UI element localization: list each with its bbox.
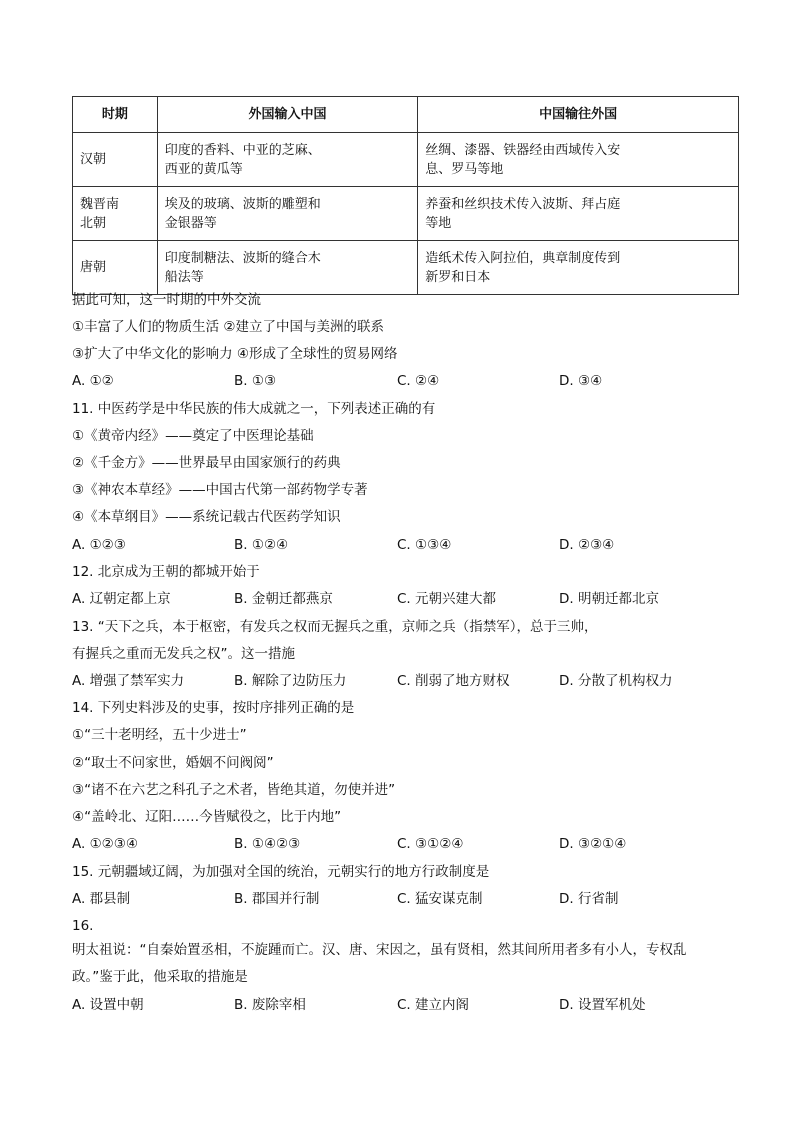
option-b: B. 解除了边防压力 [234, 673, 347, 689]
q14-item: ②“取士不问家世，婚姻不问阀阅” [72, 755, 274, 771]
q14-item: ③“诸不在六艺之科孔子之术者，皆绝其道，勿使并进” [72, 782, 396, 798]
option-c: C. ③①②④ [397, 836, 464, 852]
export-cell [418, 241, 739, 295]
table-row [73, 241, 739, 295]
option-d: D. 分散了机构权力 [559, 673, 673, 689]
import-cell [157, 187, 418, 241]
option-a: A. 设置中朝 [72, 997, 144, 1013]
export-text: 丝绸、漆器、铁器经由西域传入安 [425, 142, 621, 158]
q11-stem: 11. 中医药学是中华民族的伟大成就之一，下列表述正确的有 [72, 401, 436, 417]
option-c: C. 元朝兴建大都 [397, 591, 497, 607]
import-cell [157, 133, 418, 187]
q12-stem: 12. 北京成为王朝的都城开始于 [72, 564, 260, 580]
option-d: D. ②③④ [559, 537, 615, 553]
option-d: D. 明朝迁都北京 [559, 591, 659, 607]
q10-item: ③扩大了中华文化的影响力 ④形成了全球性的贸易网络 [72, 346, 398, 362]
option-c: C. 猛安谋克制 [397, 891, 483, 907]
import-text: 印度制糖法、波斯的缝合木 [164, 250, 321, 266]
export-cell [418, 187, 739, 241]
option-d: D. ③②①④ [559, 836, 627, 852]
option-c: C. ②④ [397, 373, 440, 389]
q13-options [72, 671, 752, 691]
header-import: 外国输入中国 [157, 97, 418, 133]
q16-stem: 政。”鉴于此，他采取的措施是 [72, 969, 248, 985]
option-c: C. 削弱了地方财权 [397, 673, 510, 689]
period-cell [73, 241, 158, 295]
export-text: 造纸术传入阿拉伯，典章制度传到 [425, 250, 621, 266]
option-a: A. ①②③④ [72, 836, 138, 852]
option-a: A. 增强了禁军实力 [72, 673, 185, 689]
q16-number: 16. [72, 918, 94, 934]
header-period: 时期 [73, 97, 158, 133]
q14-options [72, 834, 752, 854]
period-text: 汉朝 [80, 152, 107, 167]
table-row [73, 187, 739, 241]
option-a: A. ①② [72, 373, 114, 389]
import-text: 西亚的黄瓜等 [164, 161, 243, 177]
header-export: 中国输往外国 [418, 97, 739, 133]
q11-item: ①《黄帝内经》——奠定了中医理论基础 [72, 428, 314, 444]
period-text: 唐朝 [80, 260, 107, 275]
option-a: A. 郡县制 [72, 891, 131, 907]
q15-stem: 15. 元朝疆域辽阔，为加强对全国的统治，元朝实行的地方行政制度是 [72, 864, 490, 880]
import-text: 船法等 [164, 269, 204, 285]
option-d: D. ③④ [559, 373, 603, 389]
option-c: C. 建立内阁 [397, 997, 470, 1013]
import-text: 埃及的玻璃、波斯的雕塑和 [164, 196, 321, 212]
q11-item: ④《本草纲目》——系统记载古代医药学知识 [72, 509, 341, 525]
q11-item: ③《神农本草经》——中国古代第一部药物学专著 [72, 482, 368, 498]
q12-options [72, 589, 752, 609]
q11-item: ②《千金方》——世界最早由国家颁行的药典 [72, 455, 341, 471]
export-text: 养蚕和丝织技术传入波斯、拜占庭 [425, 196, 621, 212]
q14-stem: 14. 下列史料涉及的史事，按时序排列正确的是 [72, 700, 355, 716]
option-d: D. 行省制 [559, 891, 619, 907]
q15-options [72, 889, 752, 909]
option-b: B. 金朝迁都燕京 [234, 591, 333, 607]
option-a: A. 辽朝定都上京 [72, 591, 171, 607]
option-b: B. ①③ [234, 373, 277, 389]
import-text: 金银器等 [164, 215, 217, 231]
q10-stem: 据此可知，这一时期的中外交流 [72, 292, 261, 308]
table-row [73, 133, 739, 187]
export-text: 等地 [425, 215, 452, 231]
period-text: 魏晋南 [80, 196, 120, 212]
export-cell [418, 133, 739, 187]
exchange-table [72, 96, 739, 295]
table-header-row [73, 97, 739, 133]
export-text: 息、罗马等地 [425, 161, 504, 177]
option-d: D. 设置军机处 [559, 997, 646, 1013]
q16-stem: 明太祖说：“自秦始置丞相，不旋踵而亡。汉、唐、宋因之，虽有贤相，然其间所用者多有小人，专权乱 [72, 942, 687, 958]
period-cell [73, 187, 158, 241]
q10-item: ①丰富了人们的物质生活 ②建立了中国与美洲的联系 [72, 319, 384, 335]
q16-options [72, 995, 752, 1015]
q13-stem: 有握兵之重而无发兵之权”。这一措施 [72, 646, 295, 662]
option-b: B. 废除宰相 [234, 997, 306, 1013]
q14-item: ①“三十老明经，五十少进士” [72, 727, 247, 743]
q14-item: ④“盖岭北、辽阳……今皆赋役之，比于内地” [72, 809, 342, 825]
option-b: B. ①④②③ [234, 836, 301, 852]
period-text: 北朝 [80, 215, 107, 231]
period-cell [73, 133, 158, 187]
q10-options [72, 371, 752, 391]
export-text: 新罗和日本 [425, 269, 491, 285]
q13-stem: 13. “天下之兵，本于枢密，有发兵之权而无握兵之重，京师之兵（指禁军），总于三帅， [72, 619, 598, 635]
option-b: B. 郡国并行制 [234, 891, 320, 907]
q11-options [72, 535, 752, 555]
option-b: B. ①②④ [234, 537, 289, 553]
import-cell [157, 241, 418, 295]
import-text: 印度的香料、中亚的芝麻、 [164, 142, 321, 158]
option-c: C. ①③④ [397, 537, 452, 553]
option-a: A. ①②③ [72, 537, 126, 553]
